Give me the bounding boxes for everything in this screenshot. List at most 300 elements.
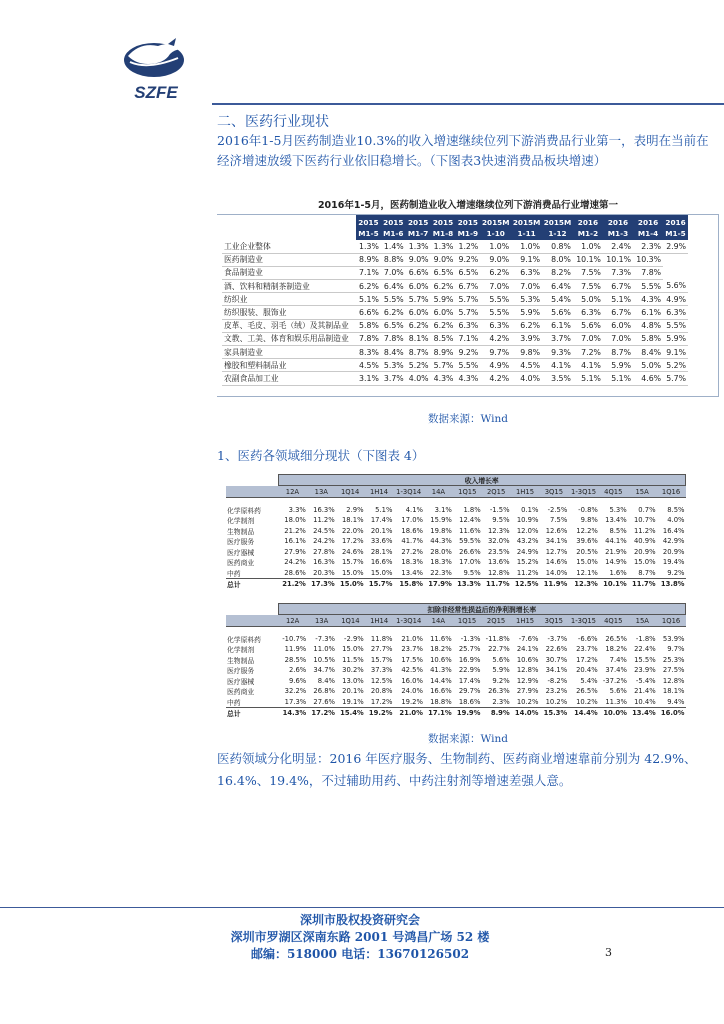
table2-cell: 5.1% — [375, 505, 393, 514]
table2-cell: 1.8% — [463, 505, 481, 514]
table1-cell: 5.2% — [406, 359, 431, 372]
table3-cell: 16.6% — [430, 687, 452, 696]
table3-cell: 10.2% — [576, 697, 598, 706]
table2-cell: 18.1% — [341, 516, 364, 525]
table1-cell: 7.5% — [573, 266, 603, 279]
section-title: 二、医药行业现状 — [217, 114, 329, 130]
table2-cell: 21.9% — [605, 547, 627, 556]
table3-cell: -7.3% — [315, 634, 335, 643]
table2-cell: 16.3% — [313, 505, 335, 514]
table1-cell: 7.0% — [511, 280, 542, 293]
table2-col-header: 1Q15 — [453, 486, 482, 498]
table2-total-cell: 11.9% — [539, 578, 568, 589]
source-note-2: 数据来源：Wind — [428, 733, 508, 745]
table3-cell: 34.7% — [313, 666, 335, 675]
table1-col-header — [455, 215, 480, 240]
table2-total-cell: 12.5% — [511, 578, 540, 589]
table1-cell: 6.3% — [511, 266, 542, 279]
table1-row-label: 家具制造业 — [222, 346, 356, 359]
table1-cell: 6.2% — [381, 306, 406, 319]
table1-cell: 5.9% — [663, 332, 688, 345]
table2-cell: 22.3% — [430, 568, 452, 577]
table1-cell: 8.3% — [356, 346, 381, 359]
table1-cell: 5.8% — [633, 332, 663, 345]
table2-cell: 22.0% — [341, 526, 364, 535]
table1-cell: 10.1% — [603, 253, 633, 266]
table1-cell: 5.5% — [663, 319, 688, 332]
table3-cell: 22.4% — [634, 645, 656, 654]
table1-cell: 8.9% — [431, 346, 456, 359]
table1-cell: 5.1% — [603, 372, 633, 385]
table1-col-header-line: 2015 — [457, 217, 479, 227]
table2-row — [226, 557, 686, 568]
table2-cell: 9.2% — [667, 568, 685, 577]
table1-row — [222, 293, 688, 306]
table1-cell: 6.5% — [455, 266, 480, 279]
table1-col-header — [603, 215, 633, 240]
table1-title: 2016年1-5月，医药制造业收入增速继续位列下游消费品行业增速第一 — [317, 200, 619, 211]
table1-cell: 4.2% — [480, 372, 511, 385]
table2-cell: 2.9% — [346, 505, 364, 514]
table2-cell: 15.0% — [633, 558, 656, 567]
table1-cell: 5.6% — [573, 319, 603, 332]
table3-cell: -37.2% — [602, 676, 627, 685]
table3-cell: -2.9% — [344, 634, 364, 643]
table1-col-header-line: M1-3 — [607, 228, 629, 238]
table3-cell: 26.5% — [605, 634, 627, 643]
table3-cell: 37.3% — [370, 666, 393, 675]
table3-cell: 19.2% — [401, 697, 423, 706]
table1-col-header — [542, 215, 573, 240]
table1-cell: 5.5% — [480, 293, 511, 306]
table1-col-header-line: 2015M — [481, 217, 510, 227]
table1-cell: 4.6% — [633, 372, 663, 385]
table3-cell: 22.6% — [545, 645, 568, 654]
table3-total-cell: 15.3% — [539, 707, 568, 718]
table1-col-header — [431, 215, 456, 240]
table1-col-header-line: M1-5 — [665, 228, 686, 238]
table3-cell: 11.0% — [313, 645, 335, 654]
table2-total-cell: 11.7% — [482, 578, 511, 589]
table2-total-cell: 15.8% — [393, 578, 424, 589]
table3-cell: 5.6% — [609, 687, 627, 696]
table2-cell: 11.2% — [516, 568, 539, 577]
table3-cell: 30.2% — [342, 666, 364, 675]
table1-cell: 6.2% — [431, 280, 456, 293]
table3-caption-row — [226, 604, 686, 615]
table3-cell: -1.8% — [635, 634, 656, 643]
table3-cell: 21.0% — [401, 634, 423, 643]
table3-row-label: 医疗服务 — [227, 667, 255, 676]
header-rule — [212, 103, 724, 105]
table2-cell: 15.7% — [341, 558, 364, 567]
table2-cell: 8.5% — [667, 505, 685, 514]
table2-cell: 19.8% — [430, 526, 452, 535]
table3-cell: 13.0% — [342, 676, 364, 685]
table3-cell: -7.6% — [518, 634, 539, 643]
table1-cell: 4.3% — [431, 372, 456, 385]
table2-cell: -1.5% — [489, 505, 510, 514]
table3-cell: -3.7% — [547, 634, 568, 643]
table3-cell: 21.4% — [634, 687, 656, 696]
table1-cell: 6.2% — [406, 319, 431, 332]
table3-cell: 15.5% — [634, 655, 656, 664]
table3-col-header: 1Q15 — [453, 615, 482, 627]
table3-cell: 18.6% — [458, 697, 481, 706]
table3-cell: 10.2% — [545, 697, 568, 706]
table2-cell: 42.9% — [662, 537, 685, 546]
table1-col-header — [511, 215, 542, 240]
table3-col-header: 1H14 — [365, 615, 394, 627]
table3-cell: 16.0% — [401, 676, 423, 685]
table1-cell: 9.3% — [542, 346, 573, 359]
table2-col-header: 1Q16 — [657, 486, 686, 498]
szfe-logo — [118, 34, 194, 104]
table2-col-header: 15A — [628, 486, 657, 498]
table3-cell: 34.1% — [545, 666, 568, 675]
table1-row-label: 纺织服装、服饰业 — [222, 306, 356, 319]
table2-cell: 27.8% — [313, 547, 335, 556]
table2-cell: 7.5% — [550, 516, 568, 525]
table2-cell: 27.9% — [284, 547, 306, 556]
table3-cell: 11.6% — [430, 634, 452, 643]
table2-caption-row — [226, 475, 686, 486]
table2-total-cell: 15.0% — [336, 578, 365, 589]
table3-cell: 17.2% — [576, 655, 598, 664]
table1-cell: 8.4% — [633, 346, 663, 359]
table3-cell: 9.2% — [492, 676, 510, 685]
table1-cell: 5.5% — [381, 293, 406, 306]
table1-cell: 6.5% — [431, 266, 456, 279]
table3-cell: -5.4% — [635, 676, 656, 685]
table2-cell: 16.6% — [370, 558, 393, 567]
table3-cell: 11.8% — [370, 634, 393, 643]
table3-row — [226, 676, 686, 687]
table2-col-header: 1H15 — [511, 486, 540, 498]
table1-col-header-line: 2016 — [577, 217, 599, 227]
table3-cell: 20.1% — [342, 687, 364, 696]
table1-cell: 6.4% — [542, 280, 573, 293]
table1-col-header — [633, 215, 663, 240]
table2-row — [226, 547, 686, 558]
table2-row-label: 生物制品 — [227, 527, 255, 536]
table1-cell: 4.0% — [511, 372, 542, 385]
table1-cell: 5.7% — [455, 293, 480, 306]
table1-cell: 10.1% — [573, 253, 603, 266]
table3-cell: 15.0% — [342, 645, 364, 654]
table2-cell: 12.2% — [576, 526, 598, 535]
table3-cell: 17.5% — [401, 655, 423, 664]
table1-cell: 5.0% — [573, 293, 603, 306]
table2-cell: 24.6% — [341, 547, 364, 556]
table2-cell: 28.0% — [430, 547, 452, 556]
table3-cell: 17.2% — [370, 697, 393, 706]
table3-cell: 18.1% — [662, 687, 685, 696]
table2-row-label: 医药商业 — [227, 559, 255, 568]
table1-cell: 8.9% — [356, 253, 381, 266]
table1-col-header-line: 1-12 — [548, 228, 567, 238]
table3-total-cell: 14.3% — [278, 707, 307, 718]
table3-cell: 19.1% — [342, 697, 364, 706]
table3-col-header: 12A — [278, 615, 307, 627]
table1-cell: 5.1% — [573, 372, 603, 385]
table1-cell: 3.7% — [381, 372, 406, 385]
table3-cell: 23.7% — [401, 645, 423, 654]
table1-row — [222, 332, 688, 345]
table2-header-spacer — [226, 486, 278, 498]
table3-cell: 9.4% — [667, 697, 685, 706]
table1-cell: 1.3% — [406, 240, 431, 253]
table1-cell: 3.7% — [542, 332, 573, 345]
table1-cell: 9.7% — [480, 346, 511, 359]
table3-cell: 53.9% — [662, 634, 685, 643]
table2-cell: 24.2% — [313, 537, 335, 546]
table1-cell: 7.0% — [573, 332, 603, 345]
table2-cell: 5.3% — [609, 505, 627, 514]
table2-row-label: 医疗器械 — [227, 548, 255, 557]
source-note-1: 数据来源：Wind — [428, 413, 508, 425]
table2-cell: 33.6% — [370, 537, 393, 546]
table1-cell: 8.5% — [431, 332, 456, 345]
table1-cell: 7.0% — [480, 280, 511, 293]
table3-cell: 10.6% — [516, 655, 539, 664]
table2-col-header: 14A — [424, 486, 453, 498]
table1-cell: 8.2% — [542, 266, 573, 279]
table2-cell: 10.9% — [516, 516, 539, 525]
table1-cell: 7.8% — [633, 266, 663, 279]
table1-cell: 7.8% — [381, 332, 406, 345]
table2-cell: -2.5% — [547, 505, 568, 514]
table2-cell: 14.6% — [545, 558, 568, 567]
table1-cell: 5.7% — [431, 359, 456, 372]
page-number: 3 — [605, 946, 612, 959]
table3-cell: 7.4% — [609, 655, 627, 664]
table3-caption: 扣除非经常性损益后的净利润增长率 — [278, 604, 686, 615]
table2-total-cell: 15.7% — [365, 578, 394, 589]
table1-cell: 9.2% — [455, 346, 480, 359]
footer — [220, 912, 500, 963]
table1-cell: 6.2% — [480, 266, 511, 279]
table3-cell: 16.9% — [458, 655, 481, 664]
table1-cell: 1.2% — [455, 240, 480, 253]
table1-cell: 6.2% — [511, 319, 542, 332]
table2-row-label: 医疗服务 — [227, 538, 255, 547]
table1-cell: 9.2% — [455, 253, 480, 266]
table2-cell: 12.1% — [576, 568, 598, 577]
table1-cell: 5.2% — [663, 359, 688, 372]
table1-row-label: 皮革、毛皮、羽毛（绒）及其制品业 — [222, 319, 356, 332]
table2-cell: 16.3% — [313, 558, 335, 567]
table1-cell: 7.1% — [356, 266, 381, 279]
table3-total-row — [226, 707, 686, 718]
table1-row-label: 纺织业 — [222, 293, 356, 306]
table1-cell: 6.1% — [542, 319, 573, 332]
table1-cell: 5.7% — [406, 293, 431, 306]
table1-cell: 8.0% — [542, 253, 573, 266]
table1-col-header — [381, 215, 406, 240]
table2-cell: 13.6% — [487, 558, 510, 567]
table1-cell: 8.1% — [406, 332, 431, 345]
table1-col-header-line: M1-5 — [358, 228, 379, 238]
table2-cell: 0.7% — [638, 505, 656, 514]
table3-cell: 2.6% — [288, 666, 307, 675]
table3-cell: 12.5% — [370, 676, 393, 685]
table1-cell: 5.6% — [542, 306, 573, 319]
table3-cell: 27.6% — [313, 697, 335, 706]
table2-cell: 14.0% — [545, 568, 568, 577]
table3-total-cell: 17.2% — [307, 707, 336, 718]
table1-cell: 4.3% — [455, 372, 480, 385]
table1-cell: 5.9% — [431, 293, 456, 306]
table1-cell: 1.0% — [573, 240, 603, 253]
table2-cell: 20.9% — [662, 547, 685, 556]
table1-cell: 6.2% — [431, 319, 456, 332]
table3-col-header: 1Q14 — [336, 615, 365, 627]
table1-cell: 7.8% — [356, 332, 381, 345]
table3-total-cell: 15.4% — [336, 707, 365, 718]
table2-total-cell: 17.9% — [424, 578, 453, 589]
table2-cell: 28.1% — [370, 547, 393, 556]
table1-col-header-line: M1-9 — [457, 228, 479, 238]
table2-header-row — [226, 486, 686, 498]
table1-col-header-line: 1-10 — [486, 228, 505, 238]
table1-cell: 3.5% — [542, 372, 573, 385]
table2-col-header: 1H14 — [365, 486, 394, 498]
table1-cell: 6.6% — [406, 266, 431, 279]
table3-cell: 18.2% — [605, 645, 627, 654]
table2-cell: 39.6% — [576, 537, 598, 546]
table3-cell: 8.4% — [317, 676, 335, 685]
table1-cell: 6.0% — [603, 319, 633, 332]
table2-cell: -0.8% — [578, 505, 598, 514]
table3-total-cell: 14.0% — [511, 707, 540, 718]
table2-col-header: 2Q15 — [482, 486, 511, 498]
table3-cell: 37.4% — [605, 666, 627, 675]
table1-col-header-line: M1-7 — [407, 228, 429, 238]
table3-cell: 11.9% — [284, 645, 307, 654]
table3-row — [226, 665, 686, 676]
table1-cell: 6.3% — [573, 306, 603, 319]
table1-cell: 4.2% — [480, 332, 511, 345]
table1-cell: 9.8% — [511, 346, 542, 359]
table2-cell: 16.1% — [284, 537, 306, 546]
subsection-title: 1、医药各领域细分现状（下图表 4） — [217, 448, 425, 463]
table1-row-label: 文教、工美、体育和娱乐用品制造业 — [222, 332, 356, 345]
table2-cell: 17.2% — [341, 537, 364, 546]
table1-cell: 1.3% — [356, 240, 381, 253]
table2-cell: 34.1% — [545, 537, 568, 546]
table1-cell: 3.1% — [356, 372, 381, 385]
table1-row-label: 酒、饮料和精制茶制造业 — [222, 280, 356, 293]
table3-row-label: 化学制剂 — [227, 646, 255, 655]
table2-cell: 15.0% — [576, 558, 598, 567]
table2-col-header: 4Q15 — [599, 486, 628, 498]
table3-cell: 10.2% — [516, 697, 539, 706]
table2-cell: 3.3% — [288, 505, 306, 514]
table1-row — [222, 372, 688, 385]
table2-cell: 12.7% — [545, 547, 568, 556]
table2-cell: 0.1% — [521, 505, 539, 514]
table1-row — [222, 319, 688, 332]
table1-row-label: 橡胶和塑料制品业 — [222, 359, 356, 372]
table1-row — [222, 346, 688, 359]
table2-cell: 40.9% — [633, 537, 656, 546]
table1-row — [222, 253, 688, 266]
table2-total-cell: 17.3% — [307, 578, 336, 589]
table3-cell: 20.4% — [576, 666, 598, 675]
table1-cell: 5.5% — [480, 306, 511, 319]
table3-cell: 18.2% — [430, 645, 452, 654]
table1-cell: 2.4% — [603, 240, 633, 253]
table2-cell: 44.3% — [430, 537, 452, 546]
table2-cell: 9.8% — [580, 516, 598, 525]
footer-org: 深圳市股权投资研究会 — [299, 913, 420, 927]
table3-cell: 22.7% — [488, 645, 510, 654]
table2-total-cell: 13.3% — [453, 578, 482, 589]
table1-cell: 0.8% — [542, 240, 573, 253]
table1-cell: 6.1% — [633, 306, 663, 319]
table1-cell: 6.2% — [356, 280, 381, 293]
table2-cell: 15.2% — [516, 558, 539, 567]
table1-cell: 4.9% — [663, 293, 688, 306]
table3-cell: 26.8% — [313, 687, 335, 696]
table2-cell: 20.3% — [313, 568, 335, 577]
table2-cell: 18.3% — [401, 558, 423, 567]
table1-row — [222, 359, 688, 372]
table1-cell: 6.0% — [406, 280, 431, 293]
table2-col-header: 13A — [307, 486, 336, 498]
table3-cell: 41.3% — [430, 666, 452, 675]
table3-col-header: 1-3Q14 — [394, 615, 424, 627]
table2-cell: 27.2% — [401, 547, 423, 556]
table2-gap-cell — [226, 498, 278, 505]
table1-cell: 3.9% — [511, 332, 542, 345]
table1-col-header — [480, 215, 511, 240]
table2-row — [226, 536, 686, 547]
table3-cell: 11.5% — [342, 655, 364, 664]
table3-cell: 24.1% — [516, 645, 539, 654]
table2-row — [226, 505, 686, 516]
table3-total-cell: 17.1% — [424, 707, 453, 718]
table1-cell: 6.3% — [663, 306, 688, 319]
table1-col-header-line: 2015 — [432, 217, 454, 227]
table3-cell: 27.7% — [370, 645, 393, 654]
table1-cell: 5.0% — [633, 359, 663, 372]
table2-cell: 15.0% — [341, 568, 364, 577]
table2-cell: 16.4% — [662, 526, 685, 535]
table3-col-header: 14A — [424, 615, 453, 627]
table3-cell: -11.8% — [485, 634, 510, 643]
table3-total-cell: 19.9% — [453, 707, 482, 718]
table1-cell: 5.7% — [663, 372, 688, 385]
table1-cell: 4.1% — [573, 359, 603, 372]
table3-col-header: 1H15 — [511, 615, 540, 627]
table1-cell: 5.1% — [356, 293, 381, 306]
table2-total-cell: 11.7% — [628, 578, 657, 589]
table3-row — [226, 634, 686, 645]
table1-cell: 6.0% — [406, 306, 431, 319]
table3-row — [226, 686, 686, 697]
table1-col-header-line: 2016 — [637, 217, 659, 227]
conclusion-paragraph: 医药领域分化明显：2016 年医疗服务、生物制药、医药商业增速靠前分别为 42.9%、16.4%、19.4%，不过辅助用药、中药注射剂等增速差强人意。 — [217, 751, 697, 788]
table3-cell: 25.7% — [458, 645, 481, 654]
table1-row-label: 食品制造业 — [222, 266, 356, 279]
table2-total-row — [226, 578, 686, 589]
table3-col-header: 3Q15 — [539, 615, 568, 627]
table2-cell: 13.4% — [605, 516, 627, 525]
table3-row-label: 医疗器械 — [227, 677, 255, 686]
table3-gap-cell — [226, 627, 278, 634]
